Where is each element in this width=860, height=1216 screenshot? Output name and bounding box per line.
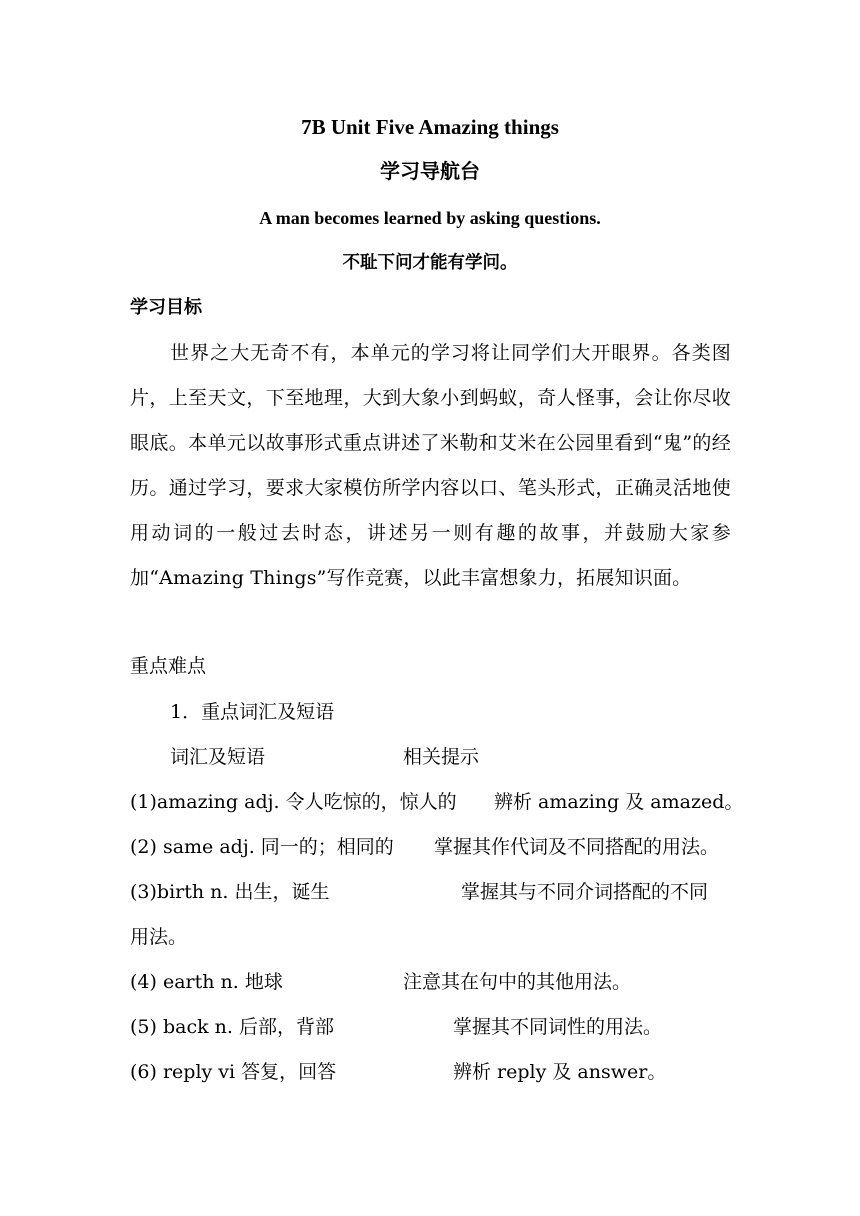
column-header-vocab: 词汇及短语 [170, 746, 266, 768]
vocab-row-term: (2) same adj. 同一的；相同的 [130, 836, 394, 858]
objectives-heading: 学习目标 [130, 297, 202, 318]
vocab-row-term: (3)birth n. 出生，诞生 [130, 881, 330, 903]
motto-chinese: 不耻下问才能有学问。 [342, 253, 518, 273]
vocab-row-hint-continuation: 用法。 [130, 926, 188, 948]
vocab-row-term: (6) reply vi 答复，回答 [130, 1061, 337, 1083]
vocab-row-term: (1)amazing adj. 令人吃惊的，惊人的 [130, 791, 457, 813]
key-points-heading: 重点难点 [130, 655, 207, 677]
vocab-row-hint: 掌握其作代词及不同搭配的用法。 [434, 836, 720, 858]
document-title: 7B Unit Five Amazing things [301, 115, 559, 139]
vocab-row-hint: 辨析 amazing 及 amazed。 [494, 791, 744, 813]
vocab-row-hint: 掌握其与不同介词搭配的不同 [461, 881, 709, 903]
motto-english: A man becomes learned by asking questions. [259, 208, 601, 228]
vocab-row-hint: 掌握其不同词性的用法。 [453, 1016, 663, 1038]
vocab-row-hint: 辨析 reply 及 answer。 [453, 1061, 667, 1083]
key-vocab-item-heading: 1．重点词汇及短语 [170, 701, 335, 723]
objectives-paragraph: 世界之大无奇不有，本单元的学习将让同学们大开眼界。各类图片，上至天文，下至地理，大到大象小到蚂蚁，奇人怪事，会让你尽收眼底。本单元以故事形式重点讲述了米勒和艾米在公园里看到“鬼”的经历。通过学习，要求大家模仿所学内容以口、笔头形式，正确灵活地使用动词的一般过去时态，讲述另一则有趣的故事，并鼓励大家参加“Amazing Things”写作竞赛，以此丰富想象力，拓展知识面。 [130, 342, 731, 589]
vocab-row-term: (4) earth n. 地球 [130, 971, 283, 993]
document-subtitle: 学习导航台 [380, 159, 480, 183]
vocab-row-term: (5) back n. 后部，背部 [130, 1016, 334, 1038]
column-header-hint: 相关提示 [403, 746, 480, 768]
vocab-row-hint: 注意其在句中的其他用法。 [403, 971, 632, 993]
